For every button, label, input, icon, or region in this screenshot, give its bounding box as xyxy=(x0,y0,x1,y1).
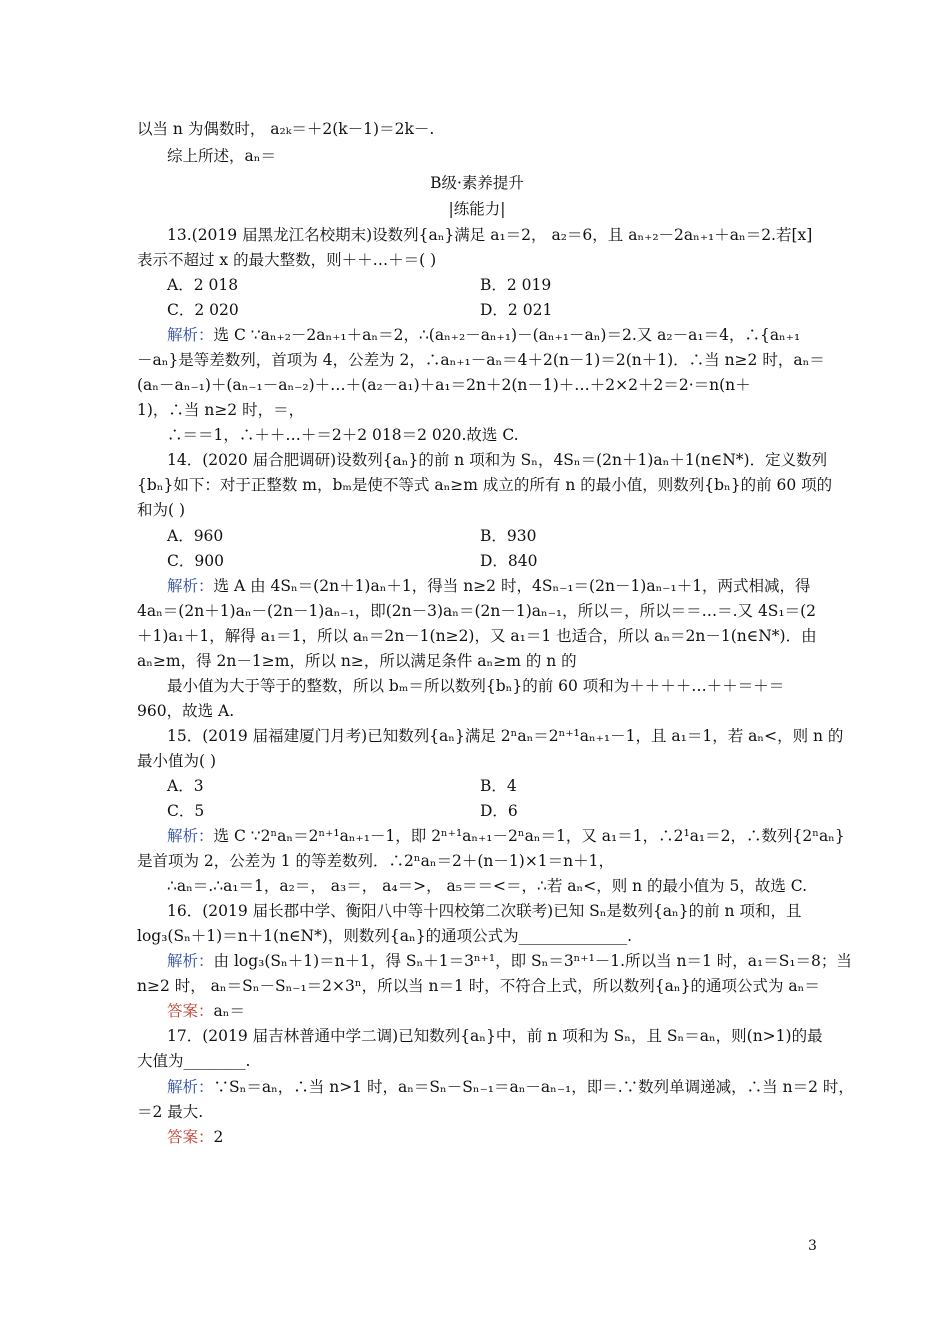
option-row: A．2 018 B．2 019 xyxy=(167,276,552,294)
option-row: C．900 D．840 xyxy=(167,552,538,570)
text-line: (aₙ－aₙ₋₁)＋(aₙ₋₁－aₙ₋₂)＋…＋(a₂－a₁)＋a₁＝2n＋2(n－1)＋…＋2×2＋2＝2·＝n(n＋ xyxy=(137,376,751,394)
question-16-stem: 16．(2019 届长郡中学、衡阳八中等十四校第二次联考)已知 Sₙ是数列{aₙ}的前 n 项和，且 xyxy=(167,902,802,920)
question-17-stem: 17．(2019 届吉林普通中学二调)已知数列{aₙ}中，前 n 项和为 Sₙ，且 Sₙ＝aₙ，则(n>1)的最 xyxy=(167,1027,823,1045)
solution-line: 解析：由 log₃(Sₙ＋1)＝n＋1，得 Sₙ＋1＝3ⁿ⁺¹，即 Sₙ＝3ⁿ⁺¹－1.所以当 n＝1 时，a₁＝S₁＝8；当 xyxy=(167,952,852,970)
solution-line: 解析：选 A 由 4Sₙ＝(2n＋1)aₙ＋1，得当 n≥2 时，4Sₙ₋₁＝(2n－1)aₙ₋₁＋1，两式相减，得 xyxy=(167,577,811,595)
text-line: 1)，∴当 n≥2 时，＝， xyxy=(137,401,305,419)
solution-line: 解析：选 C ∵aₙ₊₂－2aₙ₊₁＋aₙ＝2，∴(aₙ₊₂－aₙ₊₁)－(aₙ₊₁－aₙ)＝2.又 a₂－a₁＝4，∴{aₙ₊₁ xyxy=(167,326,801,344)
text-line: 和为( ) xyxy=(137,501,186,519)
text-line: 大值为________. xyxy=(137,1052,251,1070)
solution-line: 解析：∵Sₙ＝aₙ，∴当 n>1 时，aₙ＝Sₙ－Sₙ₋₁＝aₙ－aₙ₋₁，即＝.∵数列单调递减，∴当 n＝2 时， xyxy=(167,1078,854,1096)
text-line: 4aₙ＝(2n＋1)aₙ－(2n－1)aₙ₋₁，即(2n－3)aₙ＝(2n－1)aₙ₋₁，所以＝，所以＝＝…＝.又 4S₁＝(2 xyxy=(137,602,817,620)
text-line: ∴aₙ＝.∴a₁＝1，a₂＝， a₃＝， a₄＝>， a₅＝＝<＝，∴若 aₙ<，则 n 的最小值为 5，故选 C. xyxy=(167,877,807,895)
solution-label: 解析： xyxy=(167,326,214,344)
question-14-stem: 14．(2020 届合肥调研)设数列{aₙ}的前 n 项和为 Sₙ，4Sₙ＝(2n＋1)aₙ＋1(n∈N*)．定义数列 xyxy=(167,451,828,469)
text-line: 最小值为大于等于的整数，所以 bₘ＝所以数列{bₙ}的前 60 项和为＋＋＋＋…＋＋＝＋＝ xyxy=(167,677,785,695)
text-line: 综上所述，aₙ＝ xyxy=(167,147,276,165)
option-row: C．5 D．6 xyxy=(167,802,518,820)
text-line: {bₙ}如下：对于正整数 m，bₘ是使不等式 aₙ≥m 成立的所有 n 的最小值，则数列{bₙ}的前 60 项的 xyxy=(137,476,833,494)
section-subheading: |练能力| xyxy=(448,200,506,218)
text-line: ＝2 最大. xyxy=(137,1103,204,1121)
option-row: A．960 B．930 xyxy=(167,527,537,545)
text-line: n≥2 时， aₙ＝Sₙ－Sₙ₋₁＝2×3ⁿ，所以当 n＝1 时，不符合上式，所以数列{aₙ}的通项公式为 aₙ＝ xyxy=(137,977,820,995)
text-line: 最小值为( ) xyxy=(137,752,217,770)
solution-label: 解析： xyxy=(167,827,214,845)
solution-line: 解析：选 C ∵2ⁿaₙ＝2ⁿ⁺¹aₙ₊₁－1，即 2ⁿ⁺¹aₙ₊₁－2ⁿaₙ＝1，又 a₁＝1，∴2¹a₁＝2，∴数列{2ⁿaₙ} xyxy=(167,827,845,845)
option-row: A．3 B．4 xyxy=(167,777,517,795)
solution-label: 解析： xyxy=(167,577,214,595)
text-line: 960，故选 A. xyxy=(137,702,235,720)
question-13-stem: 13.(2019 届黑龙江名校期末)设数列{aₙ}满足 a₁＝2， a₂＝6，且 aₙ₊₂－2aₙ₊₁＋aₙ＝2.若[x] xyxy=(167,226,813,244)
text-line: 表示不超过 x 的最大整数，则＋＋…＋＝( ) xyxy=(137,251,437,269)
answer-line: 答案：aₙ＝ xyxy=(167,1002,245,1020)
text-line: aₙ≥m，得 2n－1≥m，所以 n≥，所以满足条件 aₙ≥m 的 n 的 xyxy=(137,652,577,670)
question-15-stem: 15．(2019 届福建厦门月考)已知数列{aₙ}满足 2ⁿaₙ＝2ⁿ⁺¹aₙ₊₁－1，且 a₁＝1，若 aₙ<，则 n 的 xyxy=(167,727,844,745)
solution-label: 解析： xyxy=(167,952,214,970)
answer-line: 答案：2 xyxy=(167,1128,224,1146)
section-heading: B级·素养提升 xyxy=(430,174,524,192)
text-line: ＋1)a₁＋1，解得 a₁＝1，所以 aₙ＝2n－1(n≥2)，又 a₁＝1 也适合，所以 aₙ＝2n－1(n∈N*)．由 xyxy=(137,627,817,645)
solution-label: 解析： xyxy=(167,1078,214,1096)
text-line: ∴＝＝1，∴＋＋…＋＝2＋2 018＝2 020.故选 C. xyxy=(167,426,519,444)
text-line: log₃(Sₙ＋1)＝n＋1(n∈N*)，则数列{aₙ}的通项公式为______________. xyxy=(137,927,633,945)
option-row: C．2 020 D．2 021 xyxy=(167,301,553,319)
answer-label: 答案： xyxy=(167,1002,214,1020)
page-number: 3 xyxy=(808,1238,817,1254)
text-line: －aₙ}是等差数列，首项为 4，公差为 2，∴aₙ₊₁－aₙ＝4＋2(n－1)＝2(n＋1)．∴当 n≥2 时，aₙ＝ xyxy=(137,351,825,369)
text-line: 是首项为 2，公差为 1 的等差数列．∴2ⁿaₙ＝2＋(n－1)×1＝n＋1， xyxy=(137,852,615,870)
answer-label: 答案： xyxy=(167,1128,214,1146)
text-line: 以当 n 为偶数时， a₂ₖ＝＋2(k－1)＝2k－. xyxy=(137,120,435,138)
